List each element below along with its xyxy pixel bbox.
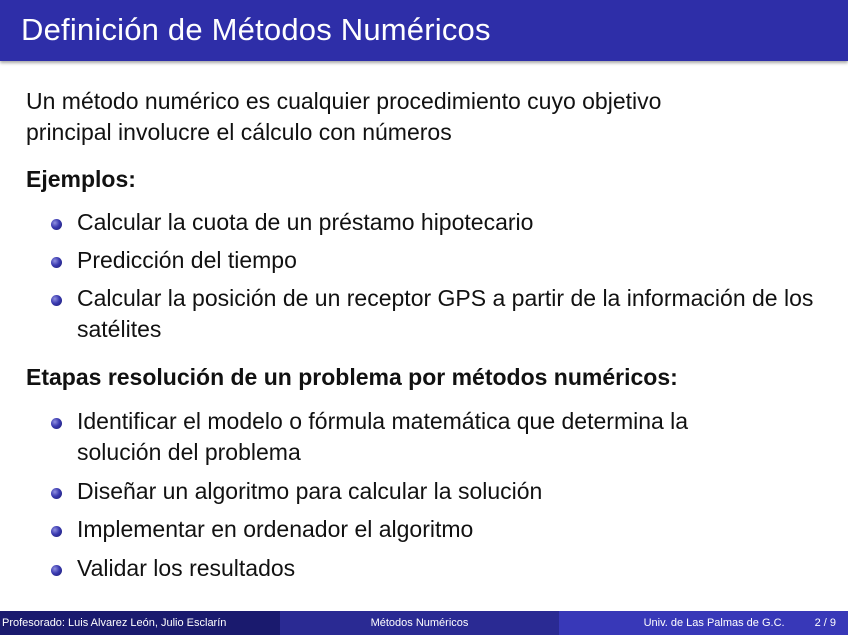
- page-number: 2 / 9: [814, 617, 836, 629]
- footer-institution: Univ. de Las Palmas de G.C.: [643, 617, 785, 629]
- list-item: [26, 406, 831, 468]
- slide-title-bar: [0, 0, 848, 61]
- stage-text: Implementar en ordenador el algoritmo: [77, 516, 474, 542]
- footer-authors: Profesorado: Luis Alvarez León, Julio Esclarín: [0, 611, 280, 635]
- stage-text: Diseñar un algoritmo para calcular la solución: [77, 478, 543, 504]
- example-text: Calcular la cuota de un préstamo hipotecario: [77, 209, 534, 235]
- footer-course: Métodos Numéricos: [280, 611, 558, 635]
- list-item: [26, 245, 831, 276]
- bullet-icon: [51, 219, 62, 230]
- list-item: [26, 207, 831, 238]
- list-item: [26, 476, 831, 507]
- slide-title: Definición de Métodos Numéricos: [21, 12, 491, 47]
- bullet-icon: [51, 565, 62, 576]
- list-item: [26, 514, 831, 545]
- stages-list: [26, 406, 831, 584]
- intro-line-1: Un método numérico es cualquier procedimiento cuyo objetivo: [26, 88, 662, 114]
- bullet-icon: [51, 295, 62, 306]
- example-text: Predicción del tiempo: [77, 247, 297, 273]
- list-item: [26, 283, 831, 345]
- slide-content: [26, 86, 831, 584]
- intro-paragraph: [26, 86, 831, 148]
- stage-text: Validar los resultados: [77, 555, 296, 581]
- examples-list: [26, 207, 831, 345]
- bullet-icon: [51, 488, 62, 499]
- intro-line-2: principal involucre el cálculo con números: [26, 119, 452, 145]
- stages-heading: Etapas resolución de un problema por métodos numéricos:: [26, 364, 678, 390]
- list-item: [26, 553, 831, 584]
- bullet-icon: [51, 257, 62, 268]
- bullet-icon: [51, 418, 62, 429]
- examples-heading: Ejemplos:: [26, 166, 136, 192]
- stage-text: Identificar el modelo o fórmula matemática que determina la solución del problema: [77, 408, 689, 465]
- example-text: Calcular la posición de un receptor GPS a partir de la información de los satélites: [77, 285, 814, 342]
- slide-footer: [0, 611, 848, 635]
- bullet-icon: [51, 526, 62, 537]
- footer-institution-block: [559, 611, 848, 635]
